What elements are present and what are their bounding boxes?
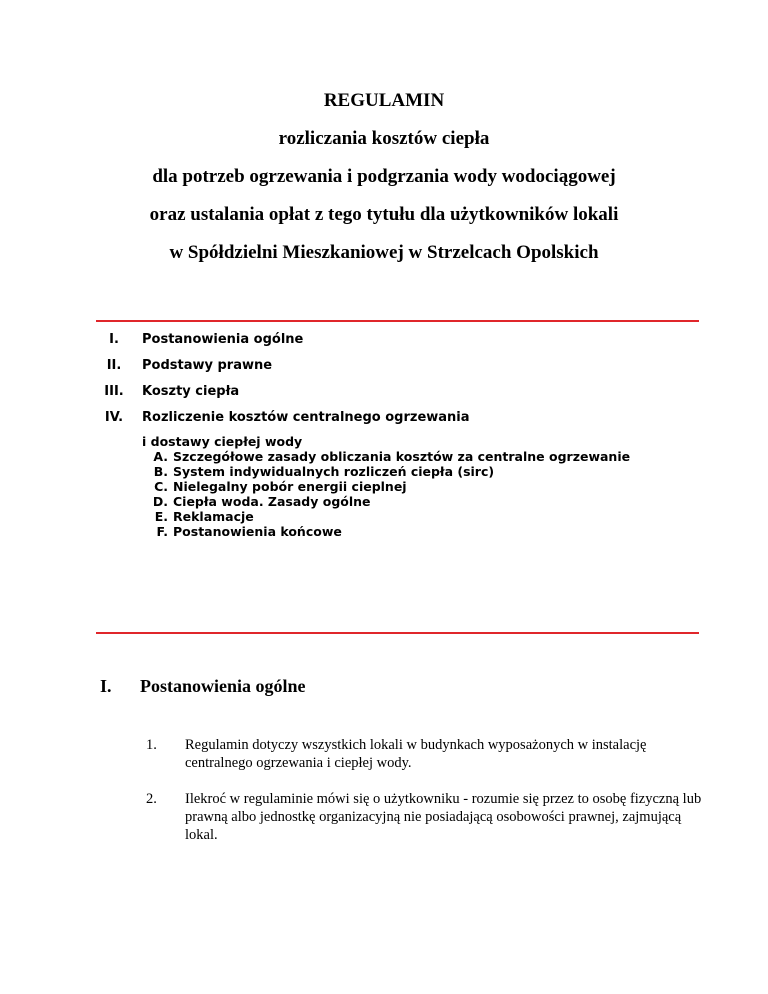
toc-item-4 <box>96 408 699 428</box>
toc-subitem-letter: D. <box>152 494 168 509</box>
toc-subitem-letter: E. <box>154 509 168 524</box>
paragraph-text: Ilekroć w regulaminie mówi się o użytkowniku - rozumie się przez to osobę fizyczną lub prawną albo jednostkę organizacyjną nie posiadającą osobowości prawnej, zajmującą lokal. <box>185 791 702 843</box>
section-title: Postanowienia ogólne <box>140 676 306 696</box>
toc-top-divider <box>96 320 699 322</box>
title-line-2: rozliczania kosztów ciepła <box>278 128 490 149</box>
toc-subitem-f <box>142 524 630 539</box>
toc-subitem-label: Szczegółowe zasady obliczania kosztów za centralne ogrzewanie <box>173 449 631 464</box>
paragraph-number: 2. <box>146 791 157 807</box>
title-line-4: oraz ustalania opłat z tego tytułu dla użytkowników lokali <box>149 204 619 225</box>
toc-subitem-label: System indywidualnych rozliczeń ciepła (sirc) <box>173 464 495 479</box>
toc-item-3 <box>96 382 699 402</box>
toc-subitem-letter: F. <box>156 524 168 539</box>
toc-item-number: II. <box>106 358 122 373</box>
toc-item-label: Podstawy prawne <box>142 358 273 373</box>
toc-item-number: IV. <box>104 410 124 425</box>
document-title <box>0 82 768 272</box>
toc-item-number: III. <box>104 384 124 399</box>
paragraph-number: 1. <box>146 737 157 753</box>
toc-subitem-letter: C. <box>154 479 168 494</box>
toc-subsection-list <box>142 434 630 539</box>
toc-subitem-label: Nielegalny pobór energii cieplnej <box>173 479 407 494</box>
title-line-5: w Spółdzielni Mieszkaniowej w Strzelcach Opolskich <box>169 242 599 263</box>
paragraph-text: Regulamin dotyczy wszystkich lokali w budynkach wyposażonych w instalację centralnego ogrzewania i ciepłej wody. <box>185 737 647 771</box>
toc-subitem-d <box>142 494 630 509</box>
toc-item-1 <box>96 330 699 350</box>
toc-bottom-divider <box>96 632 699 634</box>
toc-subitem-letter: B. <box>153 464 168 479</box>
toc-item-continuation: i dostawy ciepłej wody <box>142 434 303 449</box>
section-number: I. <box>100 676 112 696</box>
title-line-1: REGULAMIN <box>323 90 445 111</box>
title-line-3: dla potrzeb ogrzewania i podgrzania wody wodociągowej <box>152 166 616 187</box>
toc-subitem-e <box>142 509 630 524</box>
toc-subitem-label: Ciepła woda. Zasady ogólne <box>173 494 371 509</box>
toc-item-label: Koszty ciepła <box>142 384 240 399</box>
toc-subitem-label: Postanowienia końcowe <box>173 524 342 539</box>
toc-item-label: Postanowienia ogólne <box>142 332 304 347</box>
toc-item-label: Rozliczenie kosztów centralnego ogrzewania <box>142 410 470 425</box>
toc-subitem-c <box>142 479 630 494</box>
toc-subitem-label: Reklamacje <box>173 509 254 524</box>
toc-subitem-b <box>142 464 630 479</box>
toc-subitem-a <box>142 449 630 464</box>
toc-item-number: I. <box>109 332 119 347</box>
toc-item-2 <box>96 356 699 376</box>
toc-subitem-letter: A. <box>153 449 168 464</box>
